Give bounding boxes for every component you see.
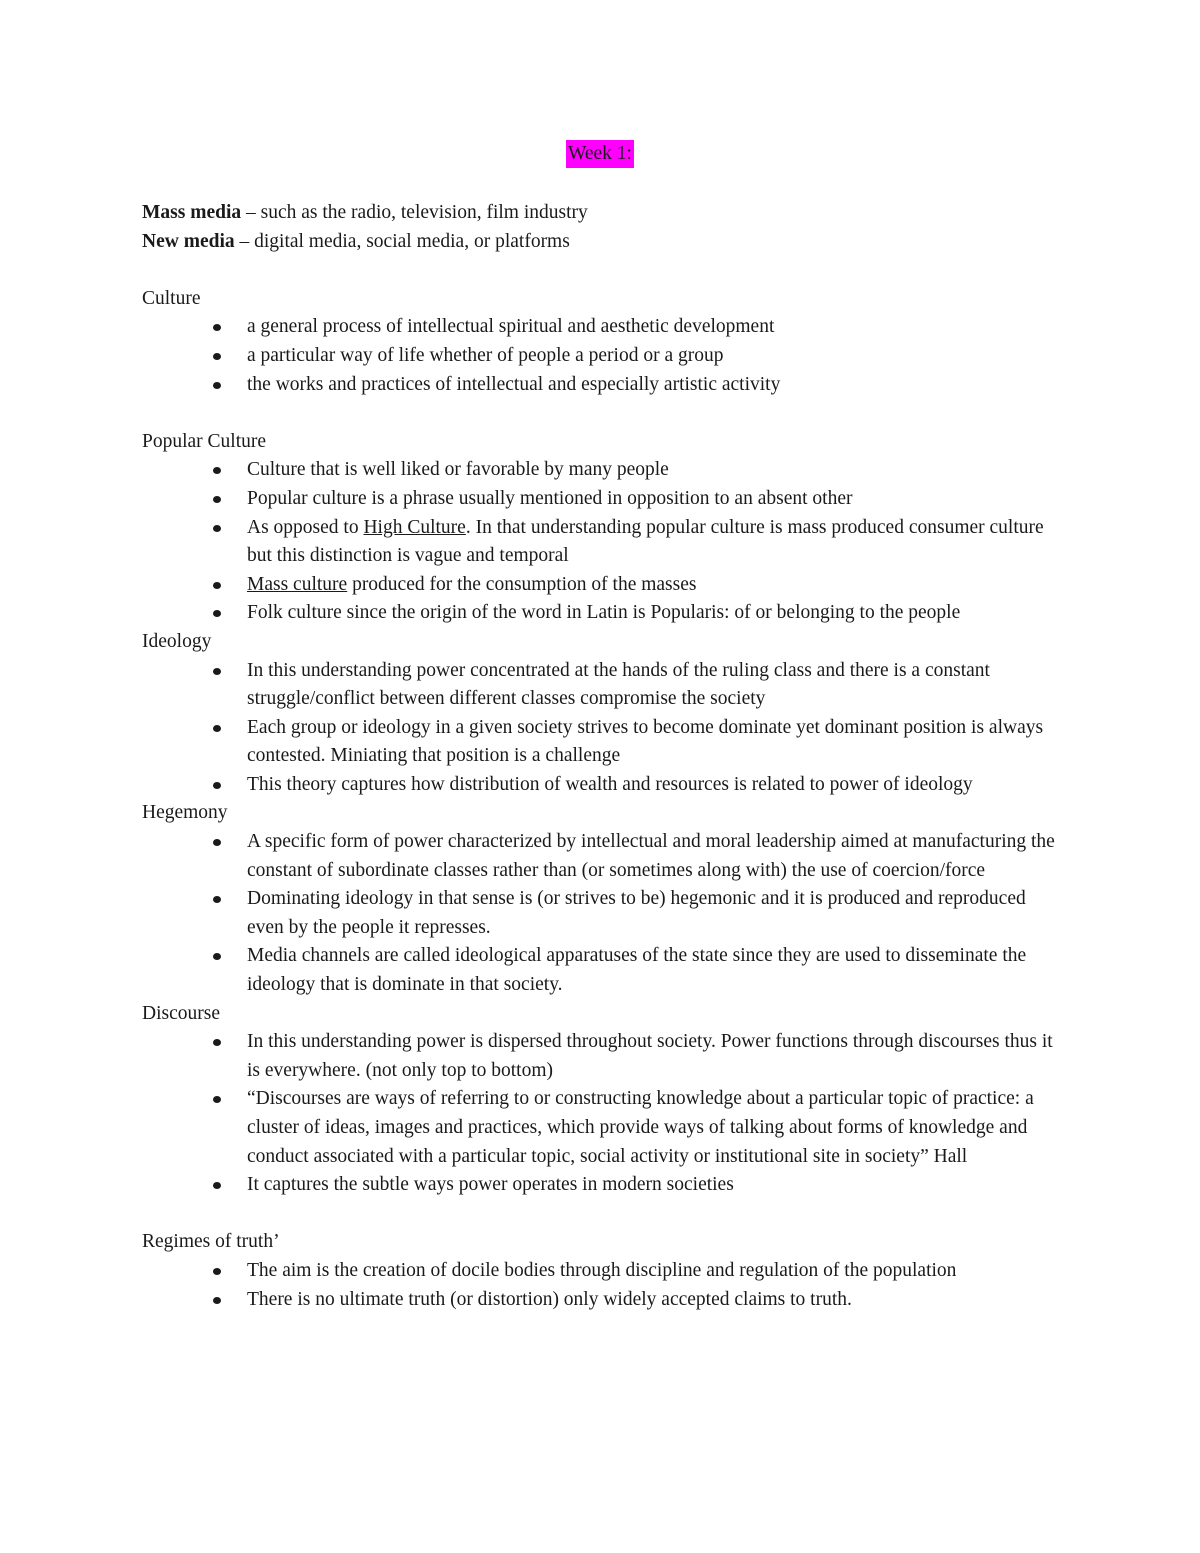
list-item: a general process of intellectual spiritual and aesthetic development xyxy=(142,313,1062,342)
list-item xyxy=(142,514,1062,571)
ideology-list xyxy=(142,657,1062,800)
regimes-list xyxy=(142,1257,1062,1314)
term: Mass media xyxy=(142,202,242,223)
section-heading-culture: Culture xyxy=(142,287,201,309)
list-item: It captures the subtle ways power operates in modern societies xyxy=(142,1171,1062,1200)
list-item: Popular culture is a phrase usually mentioned in opposition to an absent other xyxy=(142,485,1062,514)
text: As opposed to xyxy=(247,516,364,538)
definition: – digital media, social media, or platforms xyxy=(234,230,570,252)
section-heading-ideology: Ideology xyxy=(142,630,212,652)
list-item: In this understanding power concentrated at the hands of the ruling class and there is a constant struggle/conflict between different classes compromise the society xyxy=(142,657,1062,714)
culture-list xyxy=(142,313,1062,399)
list-item: Each group or ideology in a given society strives to become dominate yet dominant position is always contested. Miniating that position is a challenge xyxy=(142,714,1062,771)
text: produced for the consumption of the masses xyxy=(347,573,697,595)
list-item xyxy=(142,571,1062,600)
document-body xyxy=(142,140,1062,1314)
section-heading-popular-culture: Popular Culture xyxy=(142,430,267,452)
list-item: “Discourses are ways of referring to or constructing knowledge about a particular topic of practice: a cluster of ideas, images and practices, which provide ways of talking about forms of knowledge and conduct associated with a particular topic, social activity or institutional site in society” Hall xyxy=(142,1085,1062,1171)
underlined-term-high-culture: High Culture xyxy=(363,516,466,538)
definition-mass-media xyxy=(142,199,1062,228)
list-item: Media channels are called ideological apparatuses of the state since they are used to disseminate the ideology that is dominate in that society. xyxy=(142,942,1062,999)
list-item: This theory captures how distribution of wealth and resources is related to power of ideology xyxy=(142,771,1062,800)
title-row xyxy=(142,140,1058,168)
definition: – such as the radio, television, film industry xyxy=(241,202,588,223)
popular-culture-list xyxy=(142,456,1062,628)
text: . In that understanding popular culture is mass produced consumer culture but this distinction is vague and temporal xyxy=(247,516,1044,567)
term: New media xyxy=(142,230,235,252)
list-item: Culture that is well liked or favorable by many people xyxy=(142,456,1062,485)
list-item: the works and practices of intellectual and especially artistic activity xyxy=(142,371,1062,400)
section-heading-discourse: Discourse xyxy=(142,1002,220,1024)
list-item: Folk culture since the origin of the word in Latin is Popularis: of or belonging to the people xyxy=(142,599,1062,628)
section-heading-regimes-of-truth: Regimes of truth’ xyxy=(142,1231,280,1253)
section-heading-hegemony: Hegemony xyxy=(142,802,228,824)
list-item: A specific form of power characterized by intellectual and moral leadership aimed at manufacturing the constant of subordinate classes rather than (or sometimes along with) the use of coercion/force xyxy=(142,828,1062,885)
list-item: In this understanding power is dispersed throughout society. Power functions through discourses thus it is everywhere. (not only top to bottom) xyxy=(142,1028,1062,1085)
list-item: Dominating ideology in that sense is (or strives to be) hegemonic and it is produced and reproduced even by the people it represses. xyxy=(142,885,1062,942)
list-item: a particular way of life whether of people a period or a group xyxy=(142,342,1062,371)
list-item: There is no ultimate truth (or distortion) only widely accepted claims to truth. xyxy=(142,1286,1062,1315)
list-item: The aim is the creation of docile bodies through discipline and regulation of the population xyxy=(142,1257,1062,1286)
hegemony-list xyxy=(142,828,1062,1000)
definition-new-media xyxy=(142,228,1062,257)
underlined-term-mass-culture: Mass culture xyxy=(247,573,348,595)
page-title: Week 1: xyxy=(566,140,634,168)
discourse-list xyxy=(142,1028,1062,1200)
